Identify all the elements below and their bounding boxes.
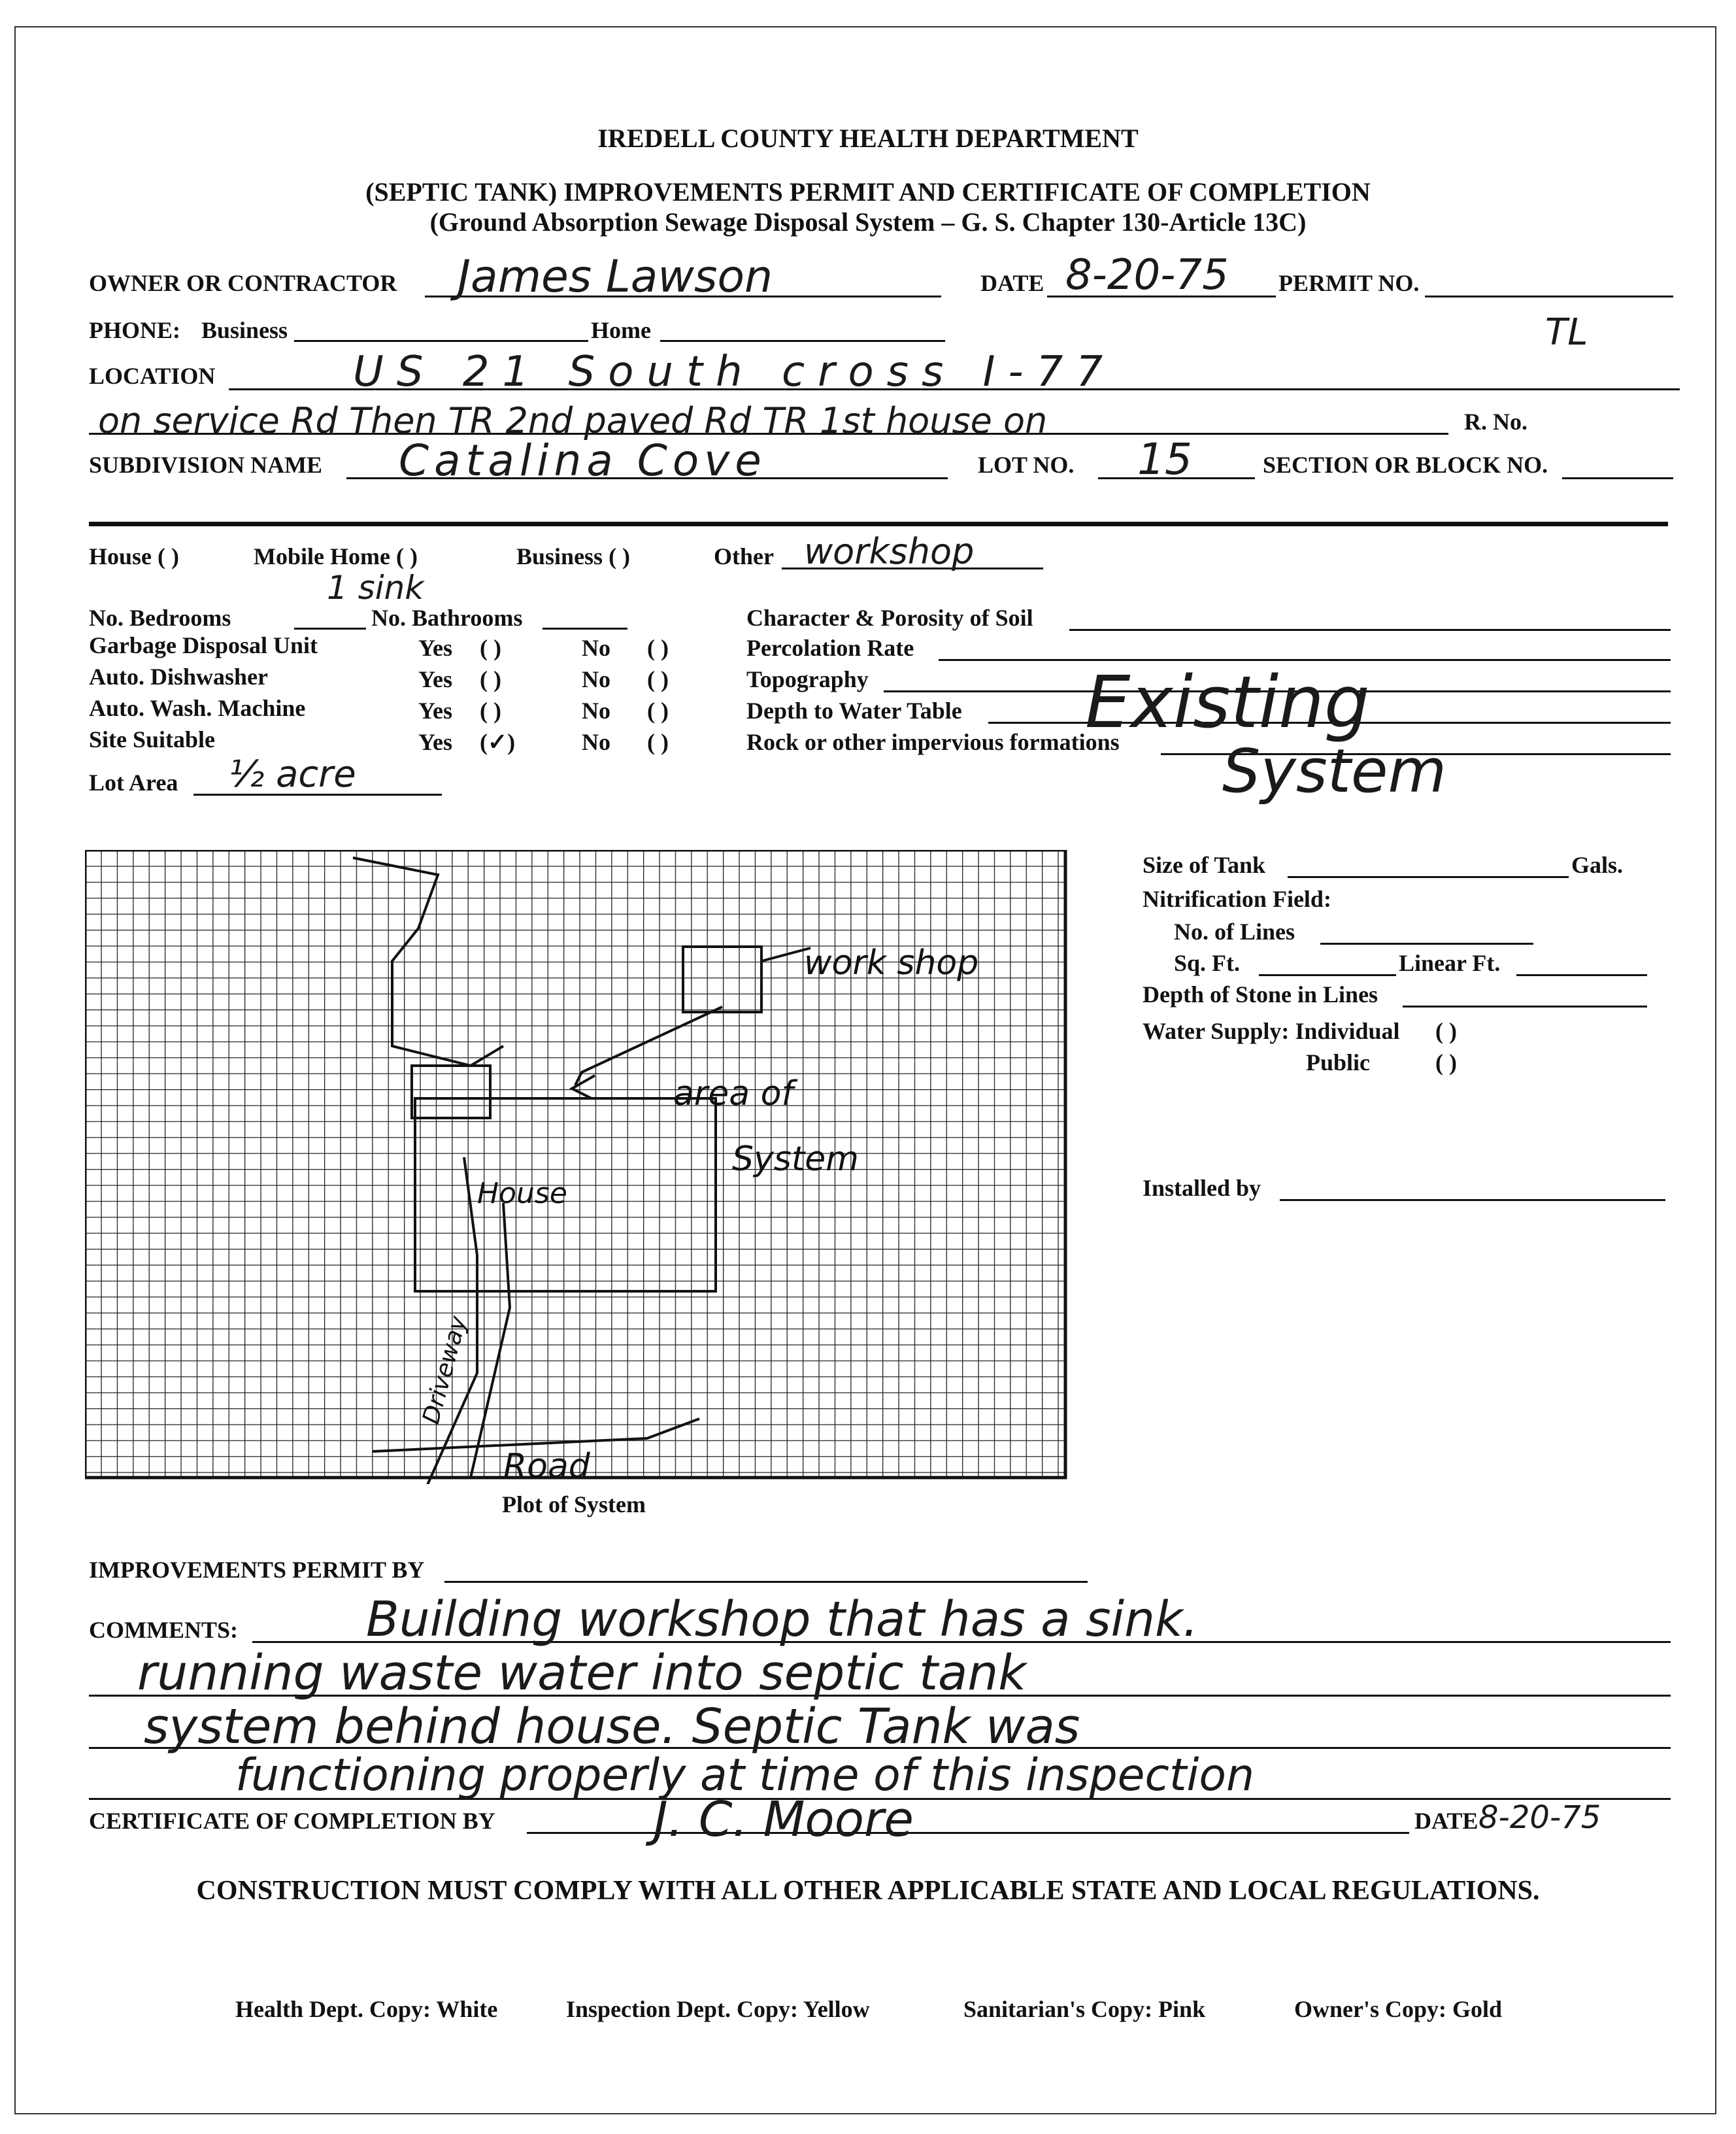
- lines-label: No. of Lines: [1174, 919, 1295, 945]
- form-title: (SEPTIC TANK) IMPROVEMENTS PERMIT AND CERTIFICATE OF COMPLETION: [365, 177, 1371, 207]
- lot-no-label: LOT NO.: [978, 452, 1075, 478]
- comments-label: COMMENTS:: [89, 1617, 238, 1643]
- bedrooms-label: No. Bedrooms: [89, 605, 231, 631]
- date-label: DATE: [980, 270, 1044, 296]
- owner-value: James Lawson: [458, 251, 773, 303]
- site-yes: Yes: [418, 729, 452, 755]
- garbage-label: Garbage Disposal Unit: [89, 632, 318, 658]
- plot-caption: Plot of System: [502, 1491, 646, 1517]
- washer-no-box: ( ): [647, 698, 669, 724]
- comment-line2: running waste water into septic tank: [137, 1645, 1027, 1701]
- water-supply-label: Water Supply: Individual: [1143, 1018, 1400, 1044]
- rno-label: R. No.: [1464, 409, 1527, 435]
- washer-no: No: [582, 698, 610, 724]
- certificate-date-value: 8-20-75: [1478, 1799, 1601, 1836]
- perc-rate-label: Percolation Rate: [746, 635, 914, 661]
- washer-yes: Yes: [418, 698, 452, 724]
- public-box: ( ): [1435, 1049, 1457, 1075]
- installed-by-label: Installed by: [1143, 1175, 1261, 1201]
- phone-home-label: Home: [591, 317, 651, 343]
- dishwasher-label: Auto. Dishwasher: [89, 664, 269, 690]
- individual-box: ( ): [1435, 1018, 1457, 1044]
- plot-label-driveway: Driveway: [418, 1313, 473, 1427]
- lot-no-value: 15: [1137, 434, 1192, 484]
- location-line1: US 21 South cross I-77: [353, 348, 1116, 396]
- site-suitable-label: Site Suitable: [89, 726, 216, 753]
- location-annotation: TL: [1545, 311, 1588, 354]
- garbage-no: No: [582, 635, 610, 661]
- washer-label: Auto. Wash. Machine: [89, 695, 306, 721]
- linear-ft-label: Linear Ft.: [1399, 950, 1501, 976]
- compliance-notice: CONSTRUCTION MUST COMPLY WITH ALL OTHER APPLICABLE STATE AND LOCAL REGULATIONS.: [196, 1876, 1540, 1906]
- date-value: 8-20-75: [1065, 251, 1229, 299]
- subdivision-value: Catalina Cove: [399, 435, 767, 486]
- garbage-no-box: ( ): [647, 635, 669, 661]
- right-note-system: System: [1222, 736, 1447, 806]
- bathrooms-label: No. Bathrooms: [371, 605, 523, 631]
- plot-label-area: area of: [673, 1074, 793, 1113]
- plot-grid: [85, 850, 1072, 1484]
- sqft-label: Sq. Ft.: [1174, 950, 1241, 976]
- tank-size-label: Size of Tank: [1143, 852, 1266, 878]
- plot-label-system: System: [732, 1140, 859, 1179]
- dishwasher-no: No: [582, 666, 610, 692]
- dishwasher-yes-box: ( ): [480, 666, 501, 692]
- owner-label: OWNER OR CONTRACTOR: [89, 270, 397, 296]
- comment-line1: Building workshop that has a sink.: [366, 1591, 1199, 1648]
- certificate-signature: J. C. Moore: [654, 1791, 914, 1848]
- certificate-date-label: DATE: [1414, 1808, 1478, 1834]
- location-line2: on service Rd Then TR 2nd paved Rd TR 1st house on: [98, 400, 1048, 441]
- permit-no-label: PERMIT NO.: [1278, 270, 1420, 296]
- tank-gals-label: Gals.: [1571, 852, 1624, 878]
- department-title: IREDELL COUNTY HEALTH DEPARTMENT: [597, 124, 1139, 153]
- type-other-label: Other: [714, 543, 774, 569]
- topography-label: Topography: [746, 666, 869, 692]
- certificate-label: CERTIFICATE OF COMPLETION BY: [89, 1808, 495, 1834]
- lot-area-value: ½ acre: [229, 753, 356, 796]
- footer-owner-copy: Owner's Copy: Gold: [1294, 1996, 1503, 2022]
- site-no: No: [582, 729, 610, 755]
- footer-sanitarian-copy: Sanitarian's Copy: Pink: [963, 1996, 1206, 2022]
- type-house: House ( ): [89, 543, 179, 569]
- right-note-existing: Existing: [1085, 660, 1370, 744]
- footer-health-copy: Health Dept. Copy: White: [235, 1996, 498, 2022]
- type-other-value: workshop: [804, 531, 975, 572]
- improvements-permit-label: IMPROVEMENTS PERMIT BY: [89, 1557, 425, 1583]
- plot-label-house: House: [477, 1177, 567, 1210]
- dishwasher-no-box: ( ): [647, 666, 669, 692]
- garbage-yes: Yes: [418, 635, 452, 661]
- public-label: Public: [1306, 1049, 1371, 1075]
- site-no-box: ( ): [647, 729, 669, 755]
- phone-label: PHONE:: [89, 317, 180, 343]
- washer-yes-box: ( ): [480, 698, 501, 724]
- plot-label-road: Road: [503, 1447, 590, 1484]
- location-label: LOCATION: [89, 363, 216, 389]
- nitrification-label: Nitrification Field:: [1143, 886, 1331, 912]
- form-subtitle: (Ground Absorption Sewage Disposal System – G. S. Chapter 130-Article 13C): [429, 207, 1307, 237]
- footer-inspection-copy: Inspection Dept. Copy: Yellow: [566, 1996, 870, 2022]
- subdivision-label: SUBDIVISION NAME: [89, 452, 323, 478]
- comment-line4: functioning properly at time of this inspection: [235, 1750, 1255, 1801]
- type-business: Business ( ): [516, 543, 631, 569]
- rock-label: Rock or other impervious formations: [746, 729, 1120, 755]
- plot-label-workshop: work shop: [804, 943, 979, 983]
- stone-depth-label: Depth of Stone in Lines: [1143, 981, 1378, 1008]
- soil-label: Character & Porosity of Soil: [746, 605, 1033, 631]
- lot-area-label: Lot Area: [89, 770, 178, 796]
- type-mobile-home: Mobile Home ( ): [254, 543, 418, 569]
- section-label: SECTION OR BLOCK NO.: [1263, 452, 1548, 478]
- site-yes-checked: (✓): [480, 729, 516, 755]
- water-table-label: Depth to Water Table: [746, 698, 962, 724]
- dishwasher-yes: Yes: [418, 666, 452, 692]
- phone-business-label: Business: [201, 317, 288, 343]
- garbage-yes-box: ( ): [480, 635, 501, 661]
- comment-line3: system behind house. Septic Tank was: [144, 1699, 1080, 1755]
- bathroom-note: 1 sink: [327, 569, 424, 607]
